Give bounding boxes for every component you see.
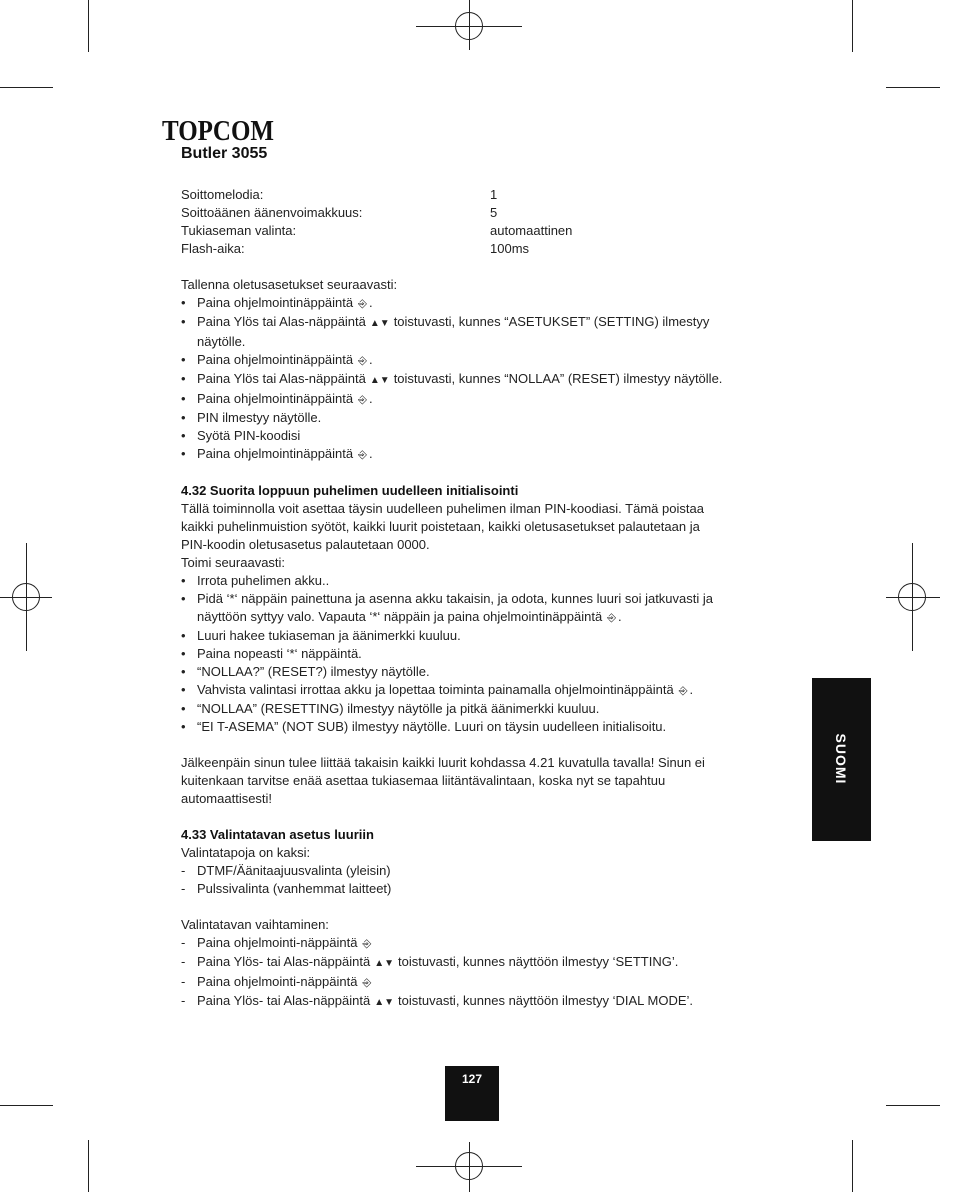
topcom-logo: [160, 114, 280, 146]
up-down-arrows-icon: ▲▼: [369, 375, 390, 386]
paragraph-line: Toimi seuraavasti:: [181, 555, 286, 570]
crop-mark: [0, 1105, 53, 1106]
manual-content: [181, 186, 781, 1012]
up-down-arrows-icon: ▲▼: [374, 997, 395, 1008]
list-item: - Paina Ylös- tai Alas-näppäintä ▲▼ toistuvasti, kunnes näyttöön ilmestyy ‘DIAL MODE’.: [181, 992, 781, 1012]
crop-mark: [886, 1105, 940, 1106]
default-row: Soittoäänen äänenvoimakkuus: 5: [181, 205, 498, 220]
list-item: • Paina ohjelmointinäppäintä ⎆ .: [181, 390, 781, 409]
page-number-box: [445, 1066, 499, 1121]
logo-text: TOPCOM: [162, 116, 274, 146]
crop-mark: [852, 0, 853, 52]
program-key-icon: ⎆: [362, 938, 372, 950]
paragraph-line: Jälkeenpäin sinun tulee liittää takaisin kaikki luurit kohdassa 4.21 kuvatulla tavalla! Sinun ei: [181, 755, 705, 770]
crop-mark: [852, 1140, 853, 1192]
paragraph-line: kaikki puhelinmuistion syötöt, kaikki luurit poistetaan, kaikki oletusasetukset palautetaan ja: [181, 519, 700, 534]
paragraph-line: Tällä toiminnolla voit asettaa täysin uudelleen puhelimen ilman PIN-koodiasi. Tämä poistaa: [181, 501, 704, 516]
list-item: • Pidä ‘*‘ näppäin painettuna ja asenna akku takaisin, ja odota, kunnes luuri soi jatkuvasti ja näyttöön syttyy valo. Vapauta ‘*‘ näppäin ja paina ohjelmointinäppäintä ⎆ .: [181, 590, 781, 627]
list-item: - Paina Ylös- tai Alas-näppäintä ▲▼ toistuvasti, kunnes näyttöön ilmestyy ‘SETTING’.: [181, 953, 781, 973]
paragraph-line: kuitenkaan tarvitse enää asettaa tukiasemaa liitäntävalintaan, koska nyt se tapahtuu: [181, 773, 666, 788]
program-key-icon: ⎆: [358, 394, 367, 406]
list-item: • “NOLLAA” (RESETTING) ilmestyy näytölle ja pitkä äänimerkki kuuluu.: [181, 701, 600, 716]
list-item: • Paina ohjelmointinäppäintä ⎆ .: [181, 351, 781, 370]
default-row: Soittomelodia: 1: [181, 187, 498, 202]
up-down-arrows-icon: ▲▼: [369, 318, 390, 329]
list-item: - DTMF/Äänitaajuusvalinta (yleisin): [181, 863, 391, 878]
paragraph-line: Valintatavan vaihtaminen:: [181, 917, 329, 932]
paragraph-line: Valintatapoja on kaksi:: [181, 845, 311, 860]
list-item: • “NOLLAA?” (RESET?) ilmestyy näytölle.: [181, 664, 430, 679]
up-down-arrows-icon: ▲▼: [374, 958, 395, 969]
list-item: • Paina Ylös tai Alas-näppäintä ▲▼ toistuvasti, kunnes “ASETUKSET” (SETTING) ilmestyy näytölle.: [181, 314, 710, 349]
crop-mark: [886, 87, 940, 88]
list-item: • Paina ohjelmointinäppäintä ⎆ .: [181, 445, 781, 464]
program-key-icon: ⎆: [678, 685, 688, 697]
paragraph-line: automaattisesti!: [181, 791, 273, 806]
page-number: 127: [461, 1072, 483, 1086]
crop-mark: [0, 87, 53, 88]
list-item: • Vahvista valintasi irrottaa akku ja lopettaa toiminta painamalla ohjelmointinäppäintä ⎆ .: [181, 681, 781, 700]
list-item: • Luuri hakee tukiaseman ja äänimerkki kuuluu.: [181, 628, 461, 643]
default-row: Tukiaseman valinta: automaattinen: [181, 223, 573, 238]
program-key-icon: ⎆: [362, 977, 372, 989]
list-item: - Paina ohjelmointi-näppäintä ⎆: [181, 973, 781, 992]
language-tab-label: SUOMI: [833, 733, 849, 785]
list-item: • Paina Ylös tai Alas-näppäintä ▲▼ toistuvasti, kunnes “NOLLAA” (RESET) ilmestyy näytölle.: [181, 370, 781, 390]
list-item: - Pulssivalinta (vanhemmat laitteet): [181, 881, 392, 896]
program-key-icon: ⎆: [358, 298, 367, 310]
crop-mark: [88, 1140, 89, 1192]
list-item: • Irrota puhelimen akku..: [181, 573, 330, 588]
list-item: • Paina nopeasti ‘*‘ näppäintä.: [181, 646, 362, 661]
section-heading: 4.33 Valintatavan asetus luuriin: [181, 827, 374, 842]
list-item: • Paina ohjelmointinäppäintä ⎆ .: [181, 294, 781, 313]
program-key-icon: ⎆: [358, 355, 367, 367]
program-key-icon: ⎆: [607, 612, 617, 624]
section-heading: 4.32 Suorita loppuun puhelimen uudelleen initialisointi: [181, 483, 519, 498]
paragraph-line: PIN-koodin oletusasetus palautetaan 0000.: [181, 537, 430, 552]
default-row: Flash-aika: 100ms: [181, 241, 530, 256]
list-item: - Paina ohjelmointi-näppäintä ⎆: [181, 934, 781, 953]
model-name: Butler 3055: [181, 145, 268, 162]
crop-mark: [88, 0, 89, 52]
list-item: • PIN ilmestyy näytölle.: [181, 410, 322, 425]
program-key-icon: ⎆: [358, 449, 367, 461]
list-item: • Syötä PIN-koodisi: [181, 428, 301, 443]
save-intro: Tallenna oletusasetukset seuraavasti:: [181, 277, 398, 292]
list-item: • “EI T-ASEMA” (NOT SUB) ilmestyy näytölle. Luuri on täysin uudelleen initialisoitu.: [181, 719, 667, 734]
